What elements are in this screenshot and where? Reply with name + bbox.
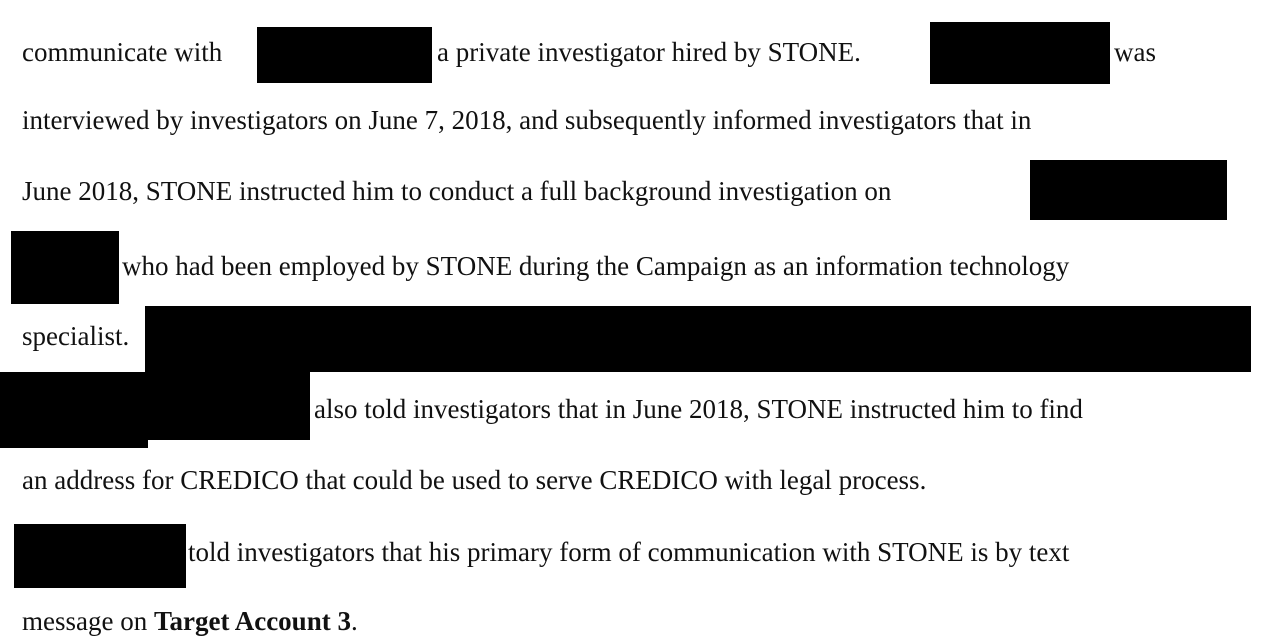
line-4: who had been employed by STONE during the Campaign as an information technology — [122, 251, 1070, 281]
line-9 — [22, 605, 358, 637]
line-5: specialist. — [22, 321, 130, 351]
line-1-start: communicate with — [22, 37, 223, 67]
line-1-middle: a private investigator hired by STONE. — [437, 37, 861, 67]
line-3: June 2018, STONE instructed him to conduct a full background investigation on — [22, 176, 892, 206]
redaction-block-7 — [140, 372, 310, 440]
target-account-label: Target Account 3 — [153, 606, 351, 636]
line-9-text: message on — [22, 606, 154, 636]
redaction-block-1 — [257, 27, 432, 83]
redaction-block-5 — [145, 306, 1251, 372]
redaction-block-4 — [11, 231, 119, 304]
redaction-block-8 — [14, 524, 186, 588]
line-1-end: was — [1114, 37, 1156, 67]
line-8: told investigators that his primary form of communication with STONE is by text — [188, 537, 1070, 567]
line-2: interviewed by investigators on June 7, 2018, and subsequently informed investigators that in — [22, 105, 1032, 135]
line-9-period: . — [350, 606, 358, 636]
line-6: also told investigators that in June 2018, STONE instructed him to find — [314, 394, 1083, 424]
redaction-block-3 — [1030, 160, 1227, 220]
redaction-block-6 — [0, 372, 148, 448]
redaction-block-2 — [930, 22, 1110, 84]
line-7: an address for CREDICO that could be used to serve CREDICO with legal process. — [22, 465, 927, 495]
